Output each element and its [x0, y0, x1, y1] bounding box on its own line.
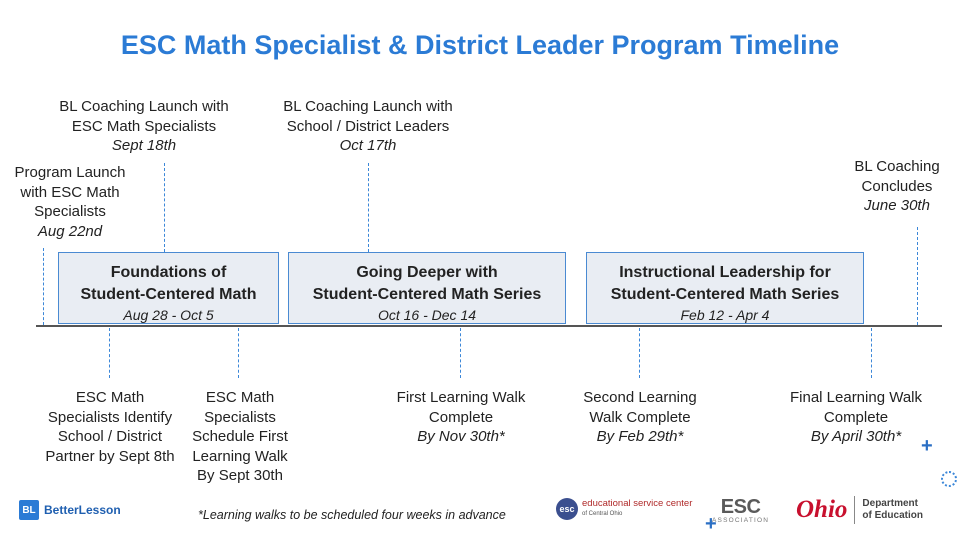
- phase-box-going-deeper: [288, 252, 566, 324]
- milestone-line: Second Learning: [583, 389, 697, 406]
- connector-line: [639, 328, 640, 378]
- milestone-line: First Learning Walk: [396, 389, 526, 406]
- milestone-bl-coaching-launch-esc: [44, 97, 244, 156]
- phase-title: [59, 262, 278, 306]
- phase-title-line: Student-Centered Math Series: [610, 286, 840, 303]
- phase-date: Feb 12 - Apr 4: [680, 307, 770, 323]
- milestone-date: June 30th: [864, 197, 930, 214]
- milestone-date: By Nov 30th*: [417, 428, 505, 445]
- milestone-line: Learning Walk: [192, 447, 288, 465]
- page-title: ESC Math Specialist & District Leader Program Timeline: [120, 30, 840, 60]
- milestone-program-launch: [0, 163, 140, 241]
- milestone-line: ESC Math Specialists: [71, 117, 217, 135]
- milestone-final-walk-complete: [776, 388, 936, 447]
- connector-line: [43, 248, 44, 325]
- phase-title: [587, 262, 863, 306]
- milestone-line: By Sept 30th: [197, 467, 283, 484]
- phase-title-line: Going Deeper with: [356, 264, 498, 281]
- ohio-dept-education-logo: [796, 496, 923, 524]
- esc-central-ohio-sub: of Central Ohio: [582, 511, 623, 517]
- milestone-line: Final Learning Walk: [789, 389, 922, 406]
- milestone-line: Walk Complete: [589, 408, 691, 426]
- milestone-line: Partner by Sept 8th: [45, 447, 175, 465]
- milestone-date: Oct 17th: [339, 137, 397, 154]
- milestone-line: Specialists: [34, 203, 106, 220]
- phase-date: Aug 28 - Oct 5: [123, 307, 214, 323]
- milestone-line: BL Coaching: [854, 158, 940, 175]
- milestone-identify-partner: [30, 388, 190, 466]
- timeline-axis: [36, 325, 942, 327]
- milestone-date: Aug 22nd: [37, 222, 103, 240]
- milestone-line: ESC Math: [75, 389, 145, 406]
- esc-central-ohio-logo: [556, 498, 692, 520]
- milestone-line: Concludes: [861, 177, 933, 195]
- connector-line: [460, 328, 461, 378]
- milestone-schedule-first-walk: [188, 388, 292, 486]
- dotted-ring-icon: [941, 471, 957, 487]
- milestone-line: Complete: [823, 408, 889, 426]
- milestone-line: Complete: [428, 408, 494, 426]
- connector-line: [238, 328, 239, 378]
- esc-association-mark: ESC: [720, 496, 761, 518]
- phase-box-foundations: [58, 252, 279, 324]
- milestone-date: By April 30th*: [810, 428, 902, 445]
- milestone-line: Schedule First: [192, 428, 288, 445]
- betterlesson-logo: [19, 500, 121, 520]
- ohio-separator: [854, 496, 855, 524]
- connector-line: [917, 227, 918, 325]
- esc-central-ohio-name: educational service center: [582, 498, 693, 509]
- esc-association-logo: [712, 497, 769, 524]
- milestone-line: School / District Leaders: [286, 117, 450, 135]
- ohio-dept-text: [862, 498, 923, 522]
- betterlesson-mark: BL: [19, 500, 39, 520]
- connector-line: [109, 328, 110, 378]
- milestone-line: Specialists: [204, 408, 276, 426]
- phase-box-instructional-leadership: [586, 252, 864, 324]
- footnote: *Learning walks to be scheduled four weeks in advance: [198, 508, 506, 522]
- milestone-date: By Feb 29th*: [596, 428, 684, 445]
- milestone-first-walk-complete: [381, 388, 541, 447]
- milestone-date: Sept 18th: [111, 137, 177, 154]
- ohio-dept-line: of Education: [862, 510, 923, 521]
- phase-title-line: Instructional Leadership for: [619, 264, 831, 281]
- milestone-line: BL Coaching Launch with: [59, 98, 229, 115]
- milestone-line: Specialists Identify: [47, 408, 173, 426]
- phase-title: [289, 262, 565, 306]
- connector-line: [164, 163, 165, 252]
- milestone-bl-coaching-launch-leaders: [263, 97, 473, 156]
- plus-icon: +: [921, 435, 933, 457]
- plus-icon: +: [705, 513, 717, 535]
- connector-line: [871, 328, 872, 378]
- phase-date: Oct 16 - Dec 14: [377, 307, 477, 323]
- milestone-line: with ESC Math: [20, 183, 120, 201]
- esc-central-ohio-mark: esc: [556, 498, 578, 520]
- phase-title-line: Student-Centered Math Series: [312, 286, 542, 303]
- ohio-wordmark: Ohio: [796, 496, 848, 523]
- connector-line: [368, 163, 369, 252]
- milestone-line: ESC Math: [205, 389, 275, 406]
- phase-title-line: Foundations of: [110, 264, 227, 281]
- milestone-bl-coaching-concludes: [832, 157, 960, 216]
- esc-central-ohio-text: [582, 499, 692, 519]
- betterlesson-name: BetterLesson: [44, 503, 121, 517]
- milestone-second-walk-complete: [570, 388, 710, 447]
- phase-title-line: Student-Centered Math: [80, 286, 257, 303]
- milestone-line: Program Launch: [14, 164, 126, 181]
- ohio-dept-line: Department: [862, 498, 918, 509]
- milestone-line: School / District: [57, 428, 163, 445]
- milestone-line: BL Coaching Launch with: [283, 98, 453, 115]
- esc-association-sub: ASSOCIATION: [712, 517, 770, 524]
